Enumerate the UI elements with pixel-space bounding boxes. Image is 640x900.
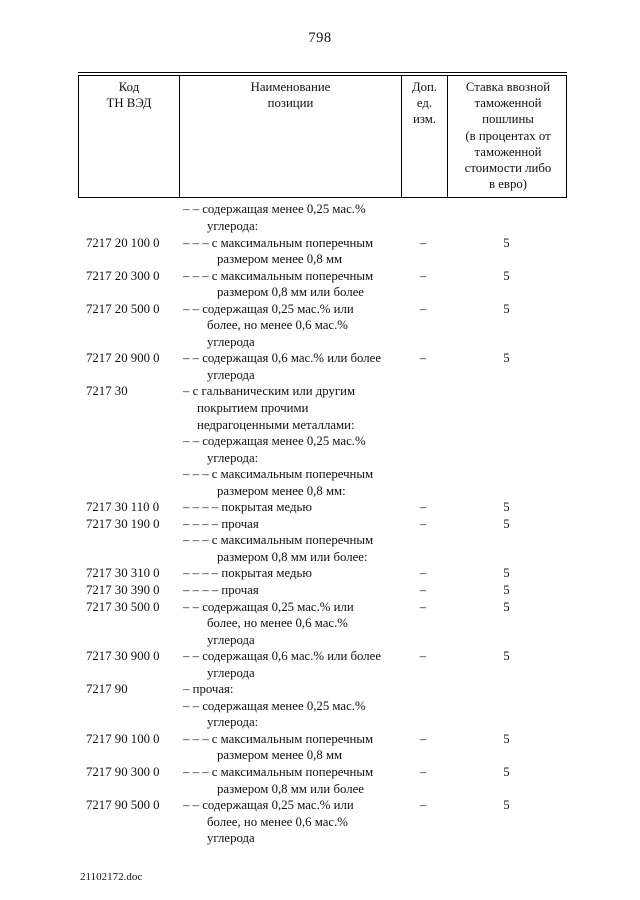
cell-name <box>178 565 400 582</box>
cell-rate: 5 <box>503 649 510 664</box>
cell-name <box>178 235 400 268</box>
cell-rate: 5 <box>503 798 510 813</box>
cell-rate: 5 <box>503 516 510 531</box>
cell-unit: – <box>419 583 427 597</box>
footer-filename: 21102172.doc <box>80 871 143 883</box>
name-line: – – – с максимальным поперечным <box>183 731 374 746</box>
name-line: углерода <box>207 367 255 382</box>
cell-rate: 5 <box>503 268 510 283</box>
cell-rate: 5 <box>503 765 510 780</box>
cell-name <box>178 201 400 234</box>
name-line: размером 0,8 мм или более: <box>217 549 368 564</box>
cell-unit: – <box>419 500 427 515</box>
name-line: углерода <box>207 665 255 680</box>
name-line: углерода <box>207 334 255 349</box>
cell-unit: – <box>419 235 427 250</box>
table-row <box>78 235 567 268</box>
name-line: более, но менее 0,6 мас.% <box>207 814 348 829</box>
cell-code: 7217 90 100 0 <box>86 731 160 746</box>
cell-unit: – <box>419 649 427 664</box>
cell-code: 7217 20 100 0 <box>86 235 160 250</box>
name-line: углерода <box>207 831 255 846</box>
cell-code: 7217 30 110 0 <box>86 500 160 515</box>
page-number: 798 <box>308 30 332 46</box>
name-line: – – содержащая менее 0,25 мас.% <box>183 202 366 217</box>
name-line: – – содержащая 0,6 мас.% или более <box>183 351 382 366</box>
tariff-table <box>78 72 567 847</box>
table-row <box>78 350 567 383</box>
cell-unit: – <box>419 516 427 531</box>
cell-name <box>178 516 400 566</box>
name-line: – – – – прочая <box>183 516 259 531</box>
cell-name <box>178 268 400 301</box>
name-line: углерода: <box>207 218 259 233</box>
cell-name <box>178 797 400 847</box>
table-body <box>78 198 567 846</box>
name-line: углерода <box>207 632 255 647</box>
cell-rate: 5 <box>503 566 510 581</box>
name-line: – – – с максимальным поперечным <box>183 268 374 283</box>
cell-name <box>178 499 400 516</box>
table-row <box>78 764 567 797</box>
cell-name <box>178 599 400 649</box>
cell-code: 7217 90 <box>86 682 128 697</box>
name-line: углерода: <box>207 715 259 730</box>
name-line: – – – с максимальным поперечным <box>183 467 374 482</box>
cell-name <box>178 301 400 351</box>
cell-name <box>178 731 400 764</box>
header-rate: Ставка ввозной таможенной пошлины (в процентах от таможенной стоимости либо в евро) <box>447 76 568 197</box>
name-line: – – – – покрытая медью <box>183 566 312 581</box>
cell-code: 7217 90 300 0 <box>86 765 160 780</box>
name-line: углерода: <box>207 450 259 465</box>
cell-rate: 5 <box>503 583 510 597</box>
cell-unit: – <box>419 268 427 283</box>
table-row <box>78 731 567 764</box>
name-line: – – содержащая 0,6 мас.% или более <box>183 649 382 664</box>
table-row <box>78 301 567 351</box>
header-unit: Доп. ед. изм. <box>401 76 447 197</box>
cell-code: 7217 20 900 0 <box>86 351 160 366</box>
cell-code: 7217 20 300 0 <box>86 268 160 283</box>
table-row <box>78 582 567 599</box>
table-header-row <box>78 75 567 198</box>
cell-unit: – <box>419 351 427 366</box>
name-line: недрагоценными металлами: <box>197 417 355 432</box>
name-line: – – – с максимальным поперечным <box>183 533 374 548</box>
cell-unit: – <box>419 765 427 780</box>
header-name: Наименование позиции <box>179 76 401 197</box>
table-row <box>78 383 567 499</box>
name-line: более, но менее 0,6 мас.% <box>207 318 348 333</box>
name-line: – с гальваническим или другим <box>183 384 356 399</box>
name-line: – – – с максимальным поперечным <box>183 235 374 250</box>
cell-rate: 5 <box>503 599 510 614</box>
name-line: размером 0,8 мм или более <box>217 781 364 796</box>
name-line: покрытием прочими <box>197 400 309 415</box>
cell-name <box>178 648 400 681</box>
cell-name <box>178 350 400 383</box>
name-line: более, но менее 0,6 мас.% <box>207 616 348 631</box>
header-code: Код ТН ВЭД <box>106 80 152 111</box>
cell-name <box>178 681 400 731</box>
cell-name <box>178 764 400 797</box>
cell-rate: 5 <box>503 731 510 746</box>
name-line: размером менее 0,8 мм <box>217 748 343 763</box>
table-row <box>78 499 567 516</box>
table-row <box>78 516 567 566</box>
table-row <box>78 565 567 582</box>
name-line: – – содержащая 0,25 мас.% или <box>183 599 354 614</box>
cell-code: 7217 30 <box>86 384 128 399</box>
name-line: – – – – покрытая медью <box>183 500 312 515</box>
name-line: – – – с максимальным поперечным <box>183 765 374 780</box>
cell-rate: 5 <box>503 351 510 366</box>
cell-unit: – <box>419 566 427 581</box>
cell-code: 7217 30 500 0 <box>86 599 160 614</box>
name-line: – – содержащая менее 0,25 мас.% <box>183 698 366 713</box>
name-line: – прочая: <box>183 682 234 697</box>
cell-name <box>178 383 400 499</box>
cell-rate: 5 <box>503 235 510 250</box>
name-line: размером 0,8 мм или более <box>217 285 364 300</box>
cell-unit: – <box>419 301 427 316</box>
name-line: – – содержащая 0,25 мас.% или <box>183 798 354 813</box>
table-row <box>78 268 567 301</box>
cell-code: 7217 30 310 0 <box>86 566 160 581</box>
cell-code: 7217 90 500 0 <box>86 798 160 813</box>
cell-code: 7217 30 390 0 <box>86 583 160 597</box>
table-row <box>78 648 567 681</box>
name-line: размером менее 0,8 мм <box>217 252 343 267</box>
cell-unit: – <box>419 731 427 746</box>
name-line: размером менее 0,8 мм: <box>217 483 346 498</box>
cell-unit: – <box>419 798 427 813</box>
cell-code: 7217 20 500 0 <box>86 301 160 316</box>
table-row <box>78 681 567 731</box>
table-row <box>78 797 567 847</box>
name-line: – – содержащая менее 0,25 мас.% <box>183 434 366 449</box>
cell-unit: – <box>419 599 427 614</box>
cell-rate: 5 <box>503 500 510 515</box>
cell-code: 7217 30 900 0 <box>86 649 160 664</box>
name-line: – – содержащая 0,25 мас.% или <box>183 301 354 316</box>
name-line: – – – – прочая <box>183 583 259 597</box>
cell-name <box>178 582 400 599</box>
cell-rate: 5 <box>503 301 510 316</box>
table-row <box>78 599 567 649</box>
cell-code: 7217 30 190 0 <box>86 516 160 531</box>
table-row <box>78 201 567 234</box>
